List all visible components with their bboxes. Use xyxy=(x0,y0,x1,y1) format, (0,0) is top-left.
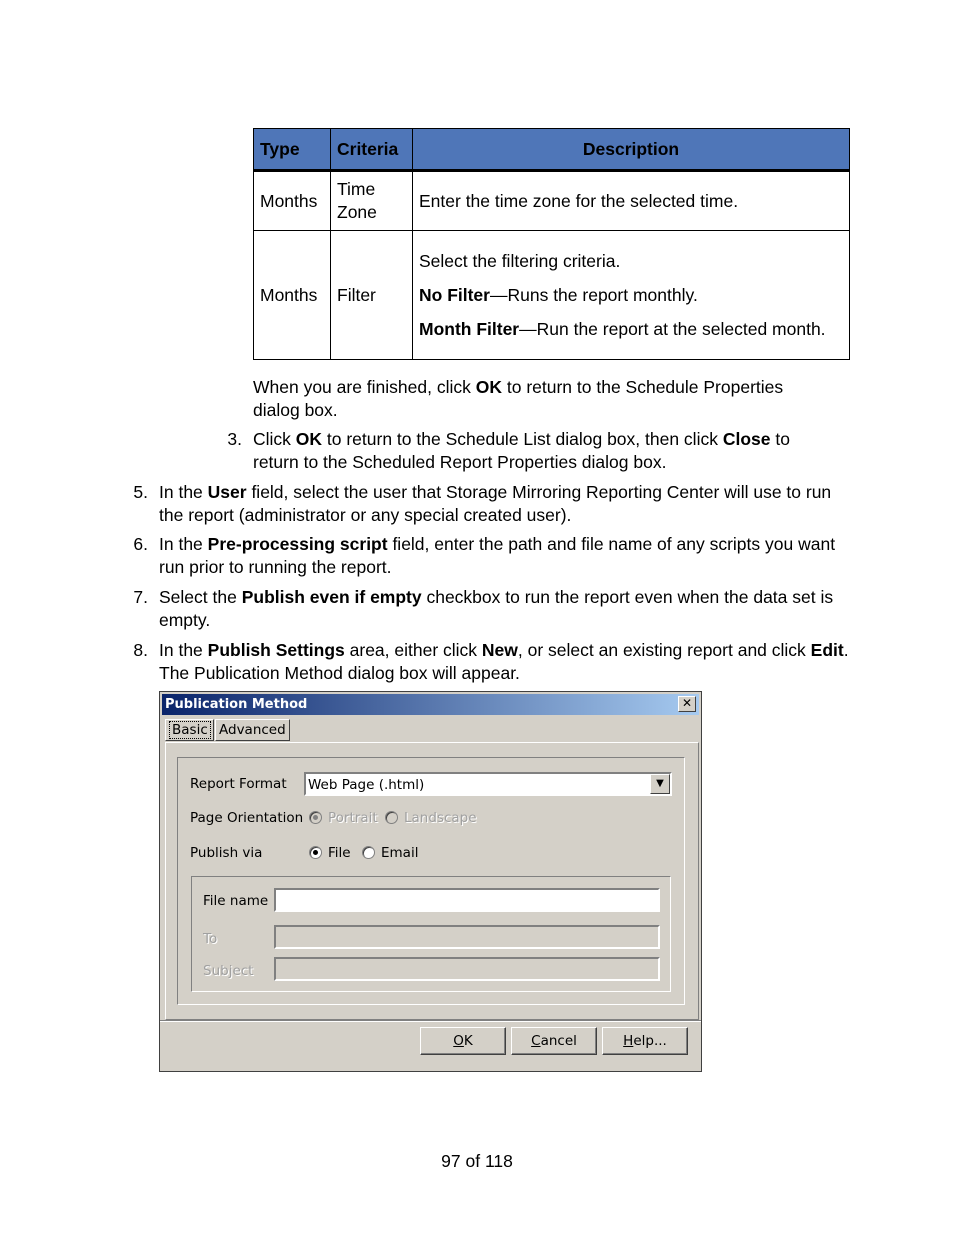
file-name-label: File name xyxy=(203,893,269,909)
tab-advanced[interactable]: Advanced xyxy=(215,719,290,741)
to-label: To xyxy=(203,931,218,947)
ok-button[interactable]: OK xyxy=(420,1027,506,1055)
settings-group xyxy=(177,757,685,1005)
subject-label: Subject xyxy=(203,963,254,979)
cell-type: Months xyxy=(254,171,331,231)
step-number: 5. xyxy=(133,482,148,502)
landscape-label: Landscape xyxy=(404,810,477,826)
step-text: Click OK to return to the Schedule List dialog box, then click Close to return to the Scheduled Report Properties dialog box. xyxy=(253,429,790,472)
file-name-input[interactable] xyxy=(274,888,660,912)
step-number: 7. xyxy=(133,587,148,607)
page-orientation-label: Page Orientation xyxy=(190,810,304,826)
cell-criteria: Filter xyxy=(331,231,413,360)
cell-description: Enter the time zone for the selected time. xyxy=(413,171,850,231)
to-input[interactable] xyxy=(274,925,660,949)
report-format-label: Report Format xyxy=(190,776,287,792)
cell-description xyxy=(413,231,850,360)
publication-method-dialog xyxy=(159,691,702,1072)
header-type: Type xyxy=(254,129,331,171)
help-button[interactable]: Help... xyxy=(602,1027,688,1055)
desc-option-no-filter: No Filter—Runs the report monthly. xyxy=(419,284,698,305)
header-description: Description xyxy=(413,129,850,171)
file-label: File xyxy=(328,845,351,861)
step-text: In the Publish Settings area, either click New, or select an existing report and click Edit. The Publication Method dialog box will appear. xyxy=(159,640,849,683)
report-format-select[interactable] xyxy=(304,772,672,796)
file-settings-group xyxy=(191,876,671,992)
landscape-radio[interactable] xyxy=(385,811,398,824)
chevron-down-icon[interactable]: ▼ xyxy=(650,774,670,794)
cancel-button[interactable]: Cancel xyxy=(511,1027,597,1055)
criteria-table xyxy=(253,128,850,360)
close-icon[interactable]: ✕ xyxy=(678,696,696,712)
table-header-row xyxy=(254,129,850,171)
subject-input[interactable] xyxy=(274,957,660,981)
dialog-title: Publication Method xyxy=(165,697,308,712)
step-number: 6. xyxy=(133,534,148,554)
header-criteria: Criteria xyxy=(331,129,413,171)
desc-option-month-filter: Month Filter—Run the report at the selected month. xyxy=(419,318,826,339)
portrait-label: Portrait xyxy=(328,810,378,826)
step-number: 8. xyxy=(133,640,148,660)
report-format-value: Web Page (.html) xyxy=(308,777,425,793)
table-row xyxy=(254,231,850,360)
dialog-titlebar[interactable] xyxy=(162,694,699,715)
email-label: Email xyxy=(381,845,419,861)
portrait-radio[interactable] xyxy=(309,811,322,824)
email-radio[interactable] xyxy=(362,846,375,859)
tab-basic[interactable]: Basic xyxy=(165,719,214,741)
step-text: Select the Publish even if empty checkbox to run the report even when the data set is empty. xyxy=(159,587,834,630)
button-separator xyxy=(160,1020,701,1022)
table-row xyxy=(254,171,850,231)
cell-criteria: Time Zone xyxy=(331,171,413,231)
file-radio[interactable] xyxy=(309,846,322,859)
finished-paragraph: When you are finished, click OK to return to the Schedule Properties dialog box. xyxy=(253,377,784,420)
desc-intro: Select the filtering criteria. xyxy=(419,250,621,271)
basic-panel xyxy=(165,742,699,1020)
step-text: In the Pre-processing script field, enter the path and file name of any scripts you want run prior to running the report. xyxy=(159,534,836,577)
step-text: In the User field, select the user that Storage Mirroring Reporting Center will use to run the report (administrator or any special created user). xyxy=(159,482,832,525)
publish-via-label: Publish via xyxy=(190,845,263,861)
step-number: 3. xyxy=(227,429,242,449)
page-number: 97 of 118 xyxy=(441,1151,513,1171)
cell-type: Months xyxy=(254,231,331,360)
